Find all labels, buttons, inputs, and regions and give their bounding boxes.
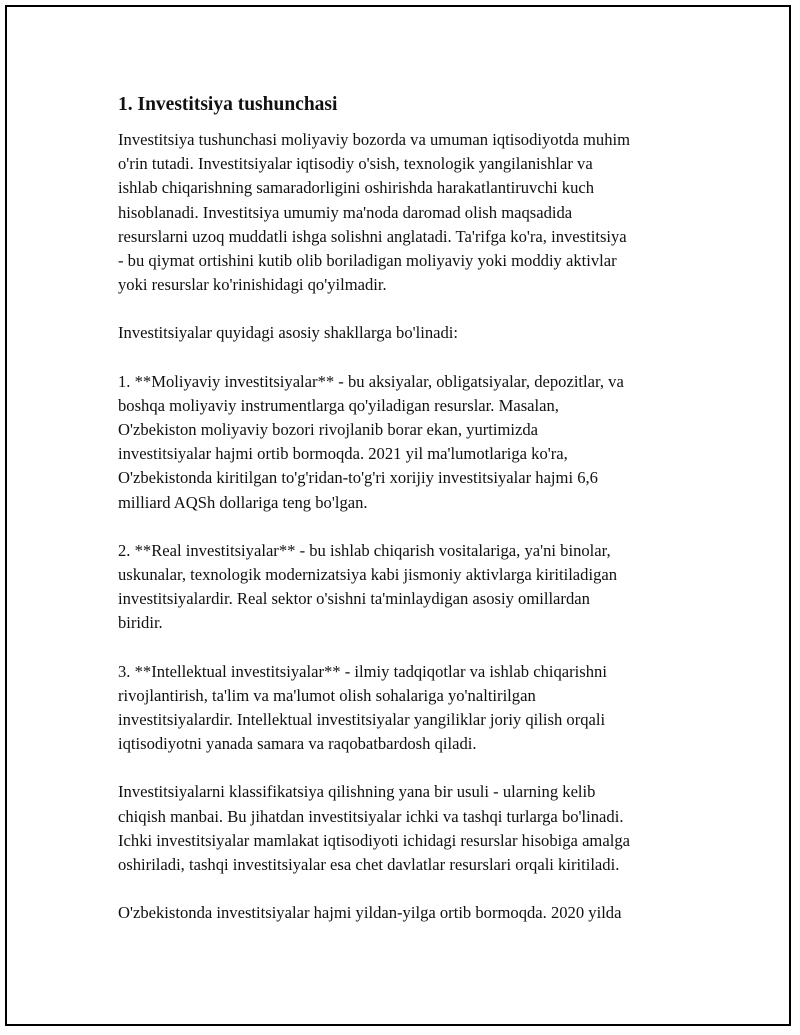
paragraph-line: investitsiyalardir. Real sektor o'sishni ta'minlaydigan asosiy omillardan — [118, 589, 590, 609]
paragraph-line: milliard AQSh dollariga teng bo'lgan. — [118, 492, 368, 512]
paragraph-line: biridir. — [118, 613, 163, 633]
paragraph — [118, 321, 698, 345]
paragraph-line: hisoblanadi. Investitsiya umumiy ma'noda daromad olish maqsadida — [118, 202, 573, 222]
section-heading: 1. Investitsiya tushunchasi — [118, 94, 338, 115]
paragraph — [118, 780, 698, 877]
paragraph-line: - bu qiymat ortishini kutib olib boriladigan moliyaviy yoki moddiy aktivlar — [118, 251, 617, 271]
document-body — [118, 92, 698, 949]
paragraph — [118, 370, 698, 515]
paragraph-line: 1. **Moliyaviy investitsiyalar** - bu aksiyalar, obligatsiyalar, depozitlar, va — [118, 371, 624, 391]
paragraph-line: boshqa moliyaviy instrumentlarga qo'yiladigan resurslar. Masalan, — [118, 395, 559, 415]
paragraph-list — [118, 128, 698, 925]
paragraph-line: resurslarni uzoq muddatli ishga solishni anglatadi. Ta'rifga ko'ra, investitsiya — [118, 226, 627, 246]
paragraph-line: O'zbekistonda investitsiyalar hajmi yildan-yilga ortib bormoqda. 2020 yilda — [118, 903, 622, 923]
paragraph-line: yoki resurslar ko'rinishidagi qo'yilmadir. — [118, 275, 387, 295]
paragraph — [118, 539, 698, 636]
paragraph-line: Investitsiyalar quyidagi asosiy shakllarga bo'linadi: — [118, 323, 459, 343]
paragraph-line: ishlab chiqarishning samaradorligini oshirishda harakatlantiruvchi kuch — [118, 178, 595, 198]
paragraph-line: O'zbekistonda kiritilgan to'g'ridan-to'g'ri xorijiy investitsiyalar hajmi 6,6 — [118, 468, 598, 488]
paragraph-line: O'zbekiston moliyaviy bozori rivojlanib borar ekan, yurtimizda — [118, 420, 539, 440]
paragraph — [118, 901, 698, 925]
paragraph-line: Investitsiya tushunchasi moliyaviy bozorda va umuman iqtisodiyotda muhim — [118, 130, 631, 149]
paragraph-line: chiqish manbai. Bu jihatdan investitsiyalar ichki va tashqi turlarga bo'linadi. — [118, 806, 624, 826]
paragraph-line: o'rin tutadi. Investitsiyalar iqtisodiy o'sish, texnologik yangilanishlar va — [118, 154, 593, 174]
paragraph-line: rivojlantirish, ta'lim va ma'lumot olish sohalariga yo'naltirilgan — [118, 685, 536, 705]
paragraph-line: oshiriladi, tashqi investitsiyalar esa chet davlatlar resurslari orqali kiritiladi. — [118, 855, 620, 875]
paragraph-line: iqtisodiyotni yanada samara va raqobatbardosh qiladi. — [118, 734, 477, 754]
paragraph-line: investitsiyalar hajmi ortib bormoqda. 2021 yil ma'lumotlariga ko'ra, — [118, 444, 568, 464]
paragraph-line: Ichki investitsiyalar mamlakat iqtisodiyoti ichidagi resurslar hisobiga amalga — [118, 830, 630, 850]
paragraph-line: 3. **Intellektual investitsiyalar** - ilmiy tadqiqotlar va ishlab chiqarishni — [118, 661, 607, 681]
paragraph-line: uskunalar, texnologik modernizatsiya kabi jismoniy aktivlarga kiritiladigan — [118, 565, 618, 585]
paragraph — [118, 128, 698, 297]
paragraph — [118, 660, 698, 757]
paragraph-line: Investitsiyalarni klassifikatsiya qilishning yana bir usuli - ularning kelib — [118, 782, 596, 802]
paragraph-line: investitsiyalardir. Intellektual investitsiyalar yangiliklar joriy qilish orqali — [118, 710, 606, 730]
paragraph-line: 2. **Real investitsiyalar** - bu ishlab chiqarish vositalariga, ya'ni binolar, — [118, 540, 611, 560]
